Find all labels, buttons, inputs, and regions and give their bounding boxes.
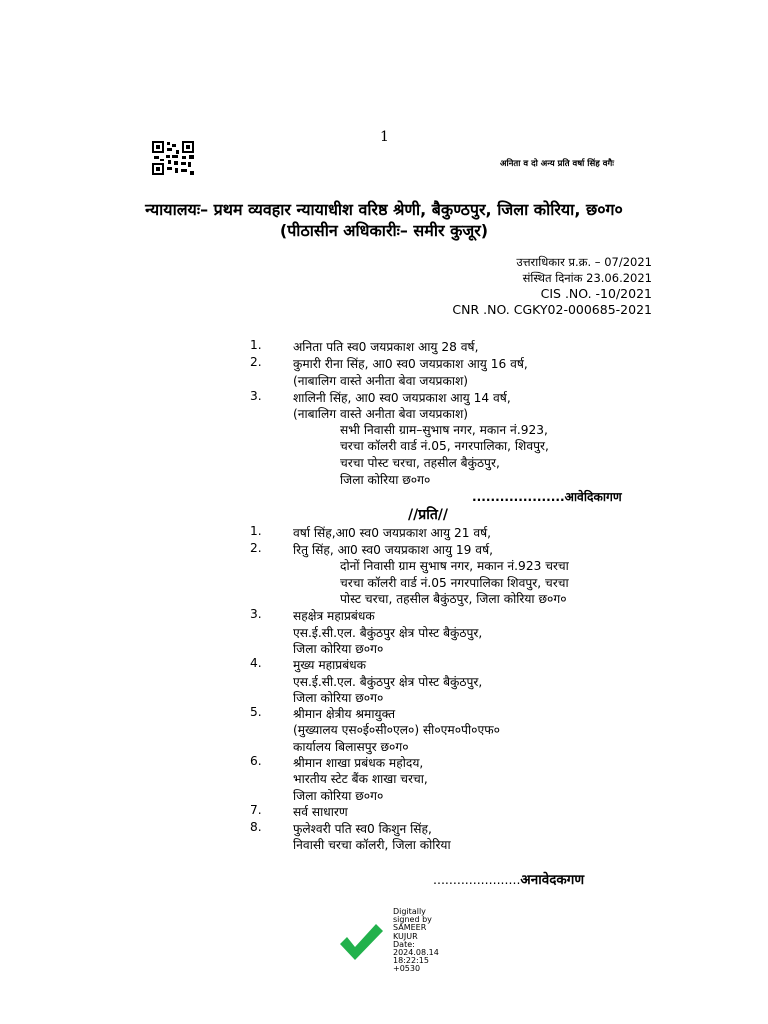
list-item: (नाबालिग वास्ते अनीता बेवा जयप्रकाश) [293, 374, 469, 388]
list-item: एस.ई.सी.एल. बैकुंठपुर क्षेत्र पोस्ट बैकुंठपुर, [293, 626, 483, 640]
respondents-label [433, 870, 584, 888]
address-line: पोस्ट चरचा, तहसील बैकुंठपुर, जिला कोरिया छ०ग० [340, 592, 567, 606]
address-line: दोनों निवासी ग्राम सुभाष नगर, मकान नं.923 चरचा [340, 559, 569, 573]
qr-code-icon [152, 141, 194, 175]
list-item: सहक्षेत्र महाप्रबंधक [293, 609, 375, 623]
list-item: श्रीमान क्षेत्रीय श्रमायुक्त [293, 707, 396, 721]
label-text: अनावेदकगण [520, 872, 585, 888]
list-item: कार्यालय बिलासपुर छ०ग० [293, 740, 409, 754]
court-name: न्यायालयः– प्रथम व्यवहार न्यायाधीश वरिष्ठ श्रेणी, बैकुण्ठपुर, जिला कोरिया, छ०ग० [145, 200, 623, 219]
header-title: अनिता व दो अन्य प्रति वर्षा सिंह वगैः [500, 159, 614, 169]
presiding-officer: (पीठासीन अधिकारीः– समीर कुजूर) [279, 221, 489, 240]
page-number: 1 [380, 129, 389, 145]
case-details [452, 255, 652, 317]
signature-line: 2024.08.14 [393, 948, 439, 958]
signature-line: SAMEER [393, 923, 427, 933]
list-number: 5. [250, 705, 262, 719]
list-number: 4. [250, 656, 262, 670]
list-number: 2. [250, 355, 262, 369]
list-item: मुख्य महाप्रबंधक [293, 658, 367, 672]
list-item: सर्व साधारण [293, 805, 348, 819]
address-line: चरचा पोस्ट चरचा, तहसील बैकुंठपुर, [340, 456, 500, 470]
case-number: उत्तराधिकार प्र.क्र. – 07/2021 [516, 255, 652, 269]
address-line: जिला कोरिया छ०ग० [340, 473, 431, 487]
list-number: 8. [250, 820, 262, 834]
list-item: जिला कोरिया छ०ग० [293, 789, 384, 803]
signature-line: signed by [393, 915, 432, 925]
list-item: श्रीमान शाखा प्रबंधक महोदय, [293, 756, 424, 770]
list-item: एस.ई.सी.एल. बैकुंठपुर क्षेत्र पोस्ट बैकुंठपुर, [293, 675, 483, 689]
signature-line: 18:22:15 [393, 956, 429, 966]
filed-date: संस्थित दिनांक 23.06.2021 [522, 270, 652, 285]
list-number: 3. [250, 389, 262, 403]
signature-line: Date: [393, 939, 415, 949]
address-line: चरचा कॉलरी वार्ड नं.05, नगरपालिका, शिवपुर, [340, 439, 549, 453]
list-item: जिला कोरिया छ०ग० [293, 691, 384, 705]
label-dots: ...................... [433, 872, 521, 887]
list-item: वर्षा सिंह,आ0 स्व0 जयप्रकाश आयु 21 वर्ष, [293, 526, 492, 540]
list-item: रितु सिंह, आ0 स्व0 जयप्रकाश आयु 19 वर्ष, [293, 543, 494, 557]
list-number: 1. [250, 338, 262, 352]
list-item: जिला कोरिया छ०ग० [293, 642, 384, 656]
list-item: अनिता पति स्व0 जयप्रकाश आयु 28 वर्ष, [293, 340, 479, 354]
list-number: 7. [250, 803, 262, 817]
list-item: शालिनी सिंह, आ0 स्व0 जयप्रकाश आयु 14 वर्ष, [293, 391, 511, 405]
list-item: निवासी चरचा कॉलरी, जिला कोरिया [293, 838, 451, 852]
list-item: कुमारी रीना सिंह, आ0 स्व0 जयप्रकाश आयु 16 वर्ष, [293, 357, 528, 371]
list-item: भारतीय स्टेट बैंक शाखा चरचा, [293, 772, 428, 786]
list-item: (मुख्यालय एस०ई०सी०एल०) सी०एम०पी०एफ० [293, 723, 500, 737]
cnr-number: CNR .NO. CGKY02-000685-2021 [452, 301, 652, 317]
list-number: 1. [250, 524, 262, 538]
digital-signature [393, 908, 439, 974]
applicants-label: ....................आवेदिकागण [472, 490, 622, 504]
signature-line: +0530 [393, 964, 421, 974]
list-number: 6. [250, 754, 262, 768]
list-item: फुलेश्वरी पति स्व0 किशुन सिंह, [293, 822, 432, 836]
versus-heading: //प्रति// [408, 507, 449, 523]
address-line: सभी निवासी ग्राम–सुभाष नगर, मकान नं.923, [340, 423, 548, 437]
signature-line: Digitally [393, 907, 426, 916]
list-item: (नाबालिग वास्ते अनीता बेवा जयप्रकाश) [293, 407, 469, 421]
signature-line: KUJUR [393, 931, 418, 941]
checkmark-icon [338, 920, 384, 962]
cis-number: CIS .NO. -10/2021 [540, 286, 652, 302]
list-number: 2. [250, 541, 262, 555]
list-number: 3. [250, 607, 262, 621]
address-line: चरचा कॉलरी वार्ड नं.05 नगरपालिका शिवपुर, चरचा [340, 576, 569, 590]
